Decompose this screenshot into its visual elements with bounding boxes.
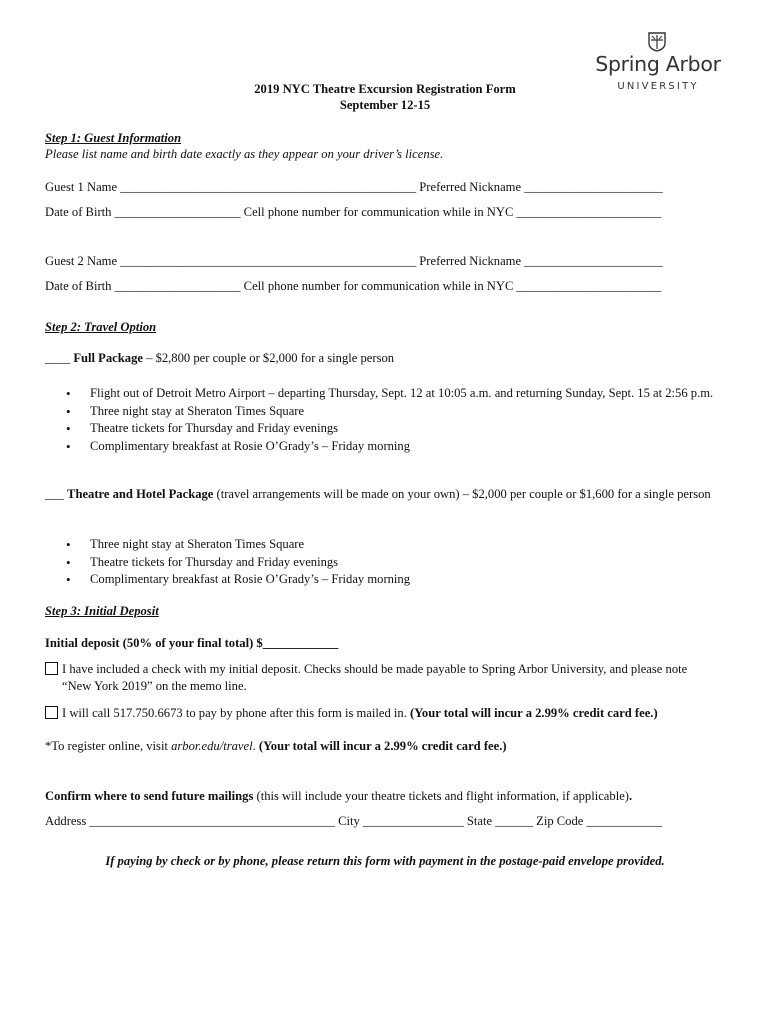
deposit-amount-line[interactable]: Initial deposit (50% of your final total) $____________ [45,636,339,650]
address-line[interactable]: Address _______________________________________ City ________________ State ______ Zip Code ____________ [45,814,663,828]
full-package-title: Full Package [73,351,143,365]
check-payment-option [45,661,705,695]
online-registration-note: *To register online, visit arbor.edu/travel. (Your total will incur a 2.99% credit card fee.) [45,739,507,753]
hotel-package-option[interactable] [45,486,725,503]
mailing-confirm: Confirm where to send future mailings (this will include your theatre tickets and flight information, if applicable). [45,789,633,803]
form-dates: September 12-15 [339,98,431,112]
crest-icon [648,32,666,52]
check-payment-checkbox[interactable] [45,662,58,675]
guest2-dob-phone-line[interactable]: Date of Birth ____________________ Cell phone number for communication while in NYC _______________________ [45,279,662,293]
full-package-desc: – $2,800 per couple or $2,000 for a single person [142,351,395,365]
hotel-package-title: Theatre and Hotel Package [67,487,214,501]
list-item: • Theatre tickets for Thursday and Friday evenings [64,554,734,572]
step1-heading: Step 1: Guest Information [45,131,182,145]
check-payment-label: I have included a check with my initial deposit. Checks should be made payable to Spring Arbor University, and please note “New York 2019” on the memo line. [62,662,688,693]
full-package-blank[interactable]: ____ [45,351,71,365]
list-item: • Theatre tickets for Thursday and Friday evenings [64,420,734,438]
hotel-package-desc: (travel arrangements will be made on your own) – $2,000 per couple or $1,600 for a single person [213,487,711,501]
full-package-option[interactable] [45,351,394,366]
list-item: • Complimentary breakfast at Rosie O’Grady’s – Friday morning [64,571,734,589]
hotel-package-blank[interactable]: ___ [45,487,64,501]
logo-name: Spring Arbor [595,52,721,76]
step1-instruction: Please list name and birth date exactly as they appear on your driver’s license. [45,147,444,161]
phone-payment-checkbox[interactable] [45,706,58,719]
phone-payment-fee: (Your total will incur a 2.99% credit card fee.) [410,706,658,720]
hotel-package-list [64,536,734,589]
list-item: • Three night stay at Sheraton Times Square [64,536,734,554]
form-title: 2019 NYC Theatre Excursion Registration Form [254,82,516,96]
guest2-name-line[interactable]: Guest 2 Name _______________________________________________ Preferred Nickname ______________________ [45,254,663,268]
phone-payment-label: I will call 517.750.6673 to pay by phone after this form is mailed in. [62,706,411,720]
guest1-name-line[interactable]: Guest 1 Name _______________________________________________ Preferred Nickname ______________________ [45,180,663,194]
list-item: • Flight out of Detroit Metro Airport – departing Thursday, Sept. 12 at 10:05 a.m. and returning Sunday, Sept. 15 at 2:56 p.m. [64,385,734,403]
step3-heading: Step 3: Initial Deposit [45,604,159,618]
footer-note: If paying by check or by phone, please return this form with payment in the postage-paid envelope provided. [105,854,665,868]
step2-heading: Step 2: Travel Option [45,320,157,334]
online-link[interactable]: arbor.edu/travel [171,739,253,753]
full-package-list [64,385,734,455]
logo-subtitle: UNIVERSITY [617,81,699,92]
online-fee: (Your total will incur a 2.99% credit card fee.) [258,739,507,753]
list-item: • Three night stay at Sheraton Times Square [64,403,734,421]
phone-payment-option [45,706,658,721]
list-item: • Complimentary breakfast at Rosie O’Grady’s – Friday morning [64,438,734,456]
guest1-dob-phone-line[interactable]: Date of Birth ____________________ Cell phone number for communication while in NYC _______________________ [45,205,662,219]
